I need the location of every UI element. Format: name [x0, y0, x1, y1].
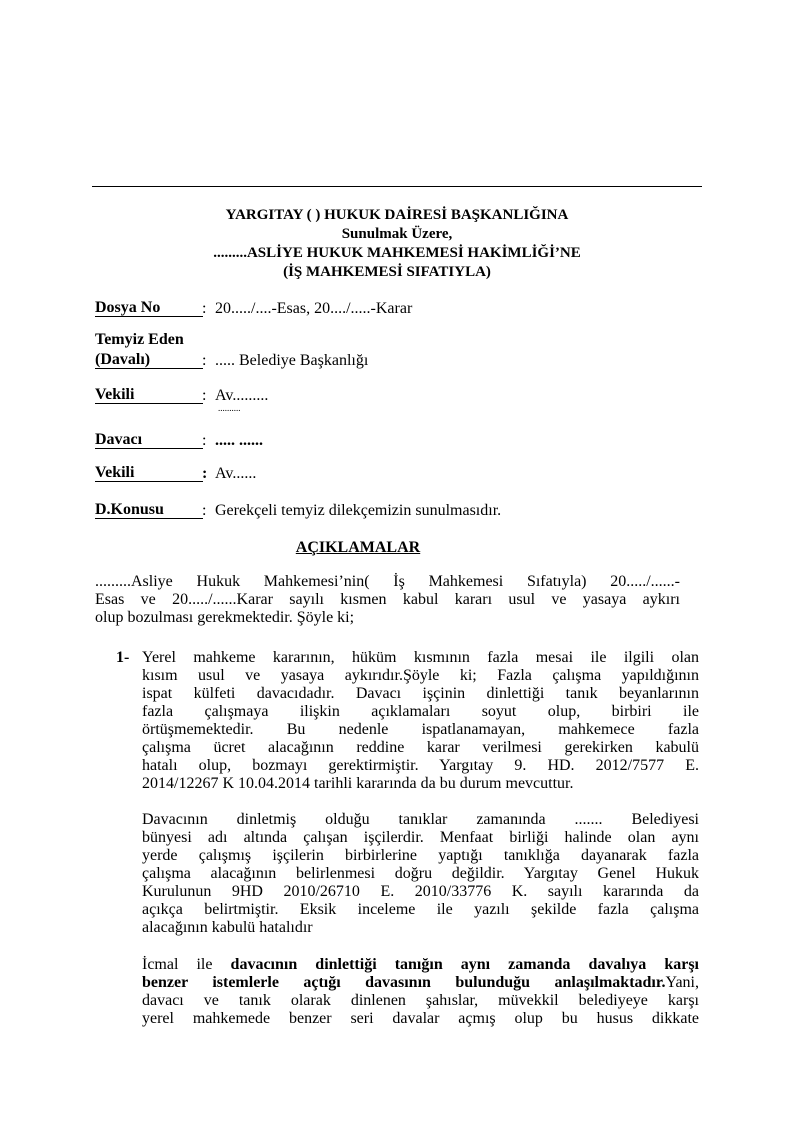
- para2-line: açıkça belirtmiştir. Eksik inceleme ile yazılı şekilde fazla çalışma: [142, 901, 699, 918]
- para3-line: davacı ve tanık olarak dinlenen şahıslar, müvekkil belediyeye karşı: [142, 992, 699, 1009]
- temyiz-value: ..... Belediye Başkanlığı: [215, 352, 369, 369]
- item-number: 1-: [116, 649, 130, 666]
- vekili2-label: Vekili: [95, 465, 203, 482]
- item1-line: ispat külfeti davacıdadır. Davacı işçinin dinlettiği tanık beyanlarının: [142, 685, 699, 702]
- para3-line: [142, 956, 699, 974]
- konu-value: Gerekçeli temyiz dilekçemizin sunulmasıdır.: [215, 502, 502, 519]
- item1-line: çalışma ücret alacağının reddine karar verilmesi gerekirken kabulü: [142, 739, 699, 756]
- section-title: AÇIKLAMALAR: [295, 539, 421, 556]
- bold-text: davacının dinlettiği tanığın aynı zamanda davalıya karşı: [230, 956, 699, 973]
- intro-line: olup bozulması gerekmektedir. Şöyle ki;: [95, 609, 355, 626]
- dosya-value: 20...../....-Esas, 20..../.....-Karar: [215, 300, 413, 317]
- colon: :: [202, 465, 208, 482]
- intro-line: Esas ve 20...../......Karar sayılı kısmen kabul kararı usul ve yasaya aykırı: [95, 591, 680, 608]
- vekili2-value: Av......: [215, 465, 257, 482]
- item1-paragraph: [142, 649, 699, 793]
- colon: :: [202, 432, 207, 449]
- bold-text: benzer istemlerle açtığı davasının bulunduğu anlaşılmaktadır.: [142, 974, 666, 991]
- colon: :: [202, 352, 207, 369]
- text: Yani,: [665, 974, 699, 991]
- header-capacity: (İŞ MAHKEMESİ SIFATIYLA): [283, 264, 491, 280]
- item1-line: 2014/12267 K 10.04.2014 tarihli kararında da bu durum mevcuttur.: [142, 775, 574, 792]
- colon: :: [202, 387, 207, 404]
- para2-line: Kurulunun 9HD 2010/26710 E. 2010/33776 K. sayılı kararında da: [142, 883, 699, 900]
- item1-line: Yerel mahkeme kararının, hüküm kısmının fazla mesai ile ilgili olan: [142, 649, 699, 666]
- colon: :: [202, 300, 207, 317]
- item1-line: örtüşmemektedir. Bu nedenle ispatlanamayan, mahkemece fazla: [142, 721, 699, 738]
- dosya-label: Dosya No: [95, 300, 203, 317]
- para2-line: alacağının kabulü hatalıdır: [142, 919, 313, 936]
- header-local-court: .........ASLİYE HUKUK MAHKEMESİ HAKİMLİĞİ’NE: [213, 245, 581, 261]
- para2-line: bünyesi adı altında çalışan işçilerdir. Menfaat birliği halinde olan aynı: [142, 829, 699, 846]
- temyiz-label: Temyiz Eden: [95, 331, 184, 348]
- header-submitted: Sunulmak Üzere,: [341, 226, 453, 242]
- davaci-value: ..... ......: [215, 432, 263, 449]
- paragraph-3: [142, 956, 699, 1028]
- vekili-extra: ..........: [218, 403, 241, 413]
- intro-line: .........Asliye Hukuk Mahkemesi’nin( İş Mahkemesi Sıfatıyla) 20...../......-: [95, 573, 680, 590]
- para2-line: çalışma alacağının belirlenmesi doğru değildir. Yargıtay Genel Hukuk: [142, 865, 699, 882]
- para2-line: Davacının dinletmiş olduğu tanıklar zamanında ....... Belediyesi: [142, 811, 699, 828]
- vekili-label: Vekili: [95, 387, 203, 404]
- vekili-value: Av.........: [215, 387, 269, 404]
- header-court: YARGITAY ( ) HUKUK DAİRESİ BAŞKANLIĞINA: [225, 207, 569, 223]
- colon: :: [202, 502, 207, 519]
- para3-line: yerel mahkemede benzer seri davalar açmış olup bu husus dikkate: [142, 1010, 699, 1027]
- item1-line: kısım usul ve yasaya aykırıdır.Şöyle ki; Fazla çalışma yapıldığının: [142, 667, 699, 684]
- item1-line: fazla çalışmaya ilişkin açıklamaları soyut olup, birbiri ile: [142, 703, 699, 720]
- intro-paragraph: [95, 573, 680, 627]
- item1-line: hatalı olup, bozmayı gerektirmiştir. Yargıtay 9. HD. 2012/7577 E.: [142, 757, 699, 774]
- davali-label: (Davalı): [95, 352, 203, 369]
- para3-line: [142, 974, 699, 992]
- davaci-label: Davacı: [95, 432, 203, 449]
- para2-line: yerde çalışmış işçilerin birbirlerine yaptığı tanıklığa dayanarak fazla: [142, 847, 699, 864]
- konu-label: D.Konusu: [95, 502, 203, 519]
- text: İcmal ile: [142, 956, 231, 973]
- paragraph-2: [142, 811, 699, 937]
- top-rule: [92, 186, 702, 187]
